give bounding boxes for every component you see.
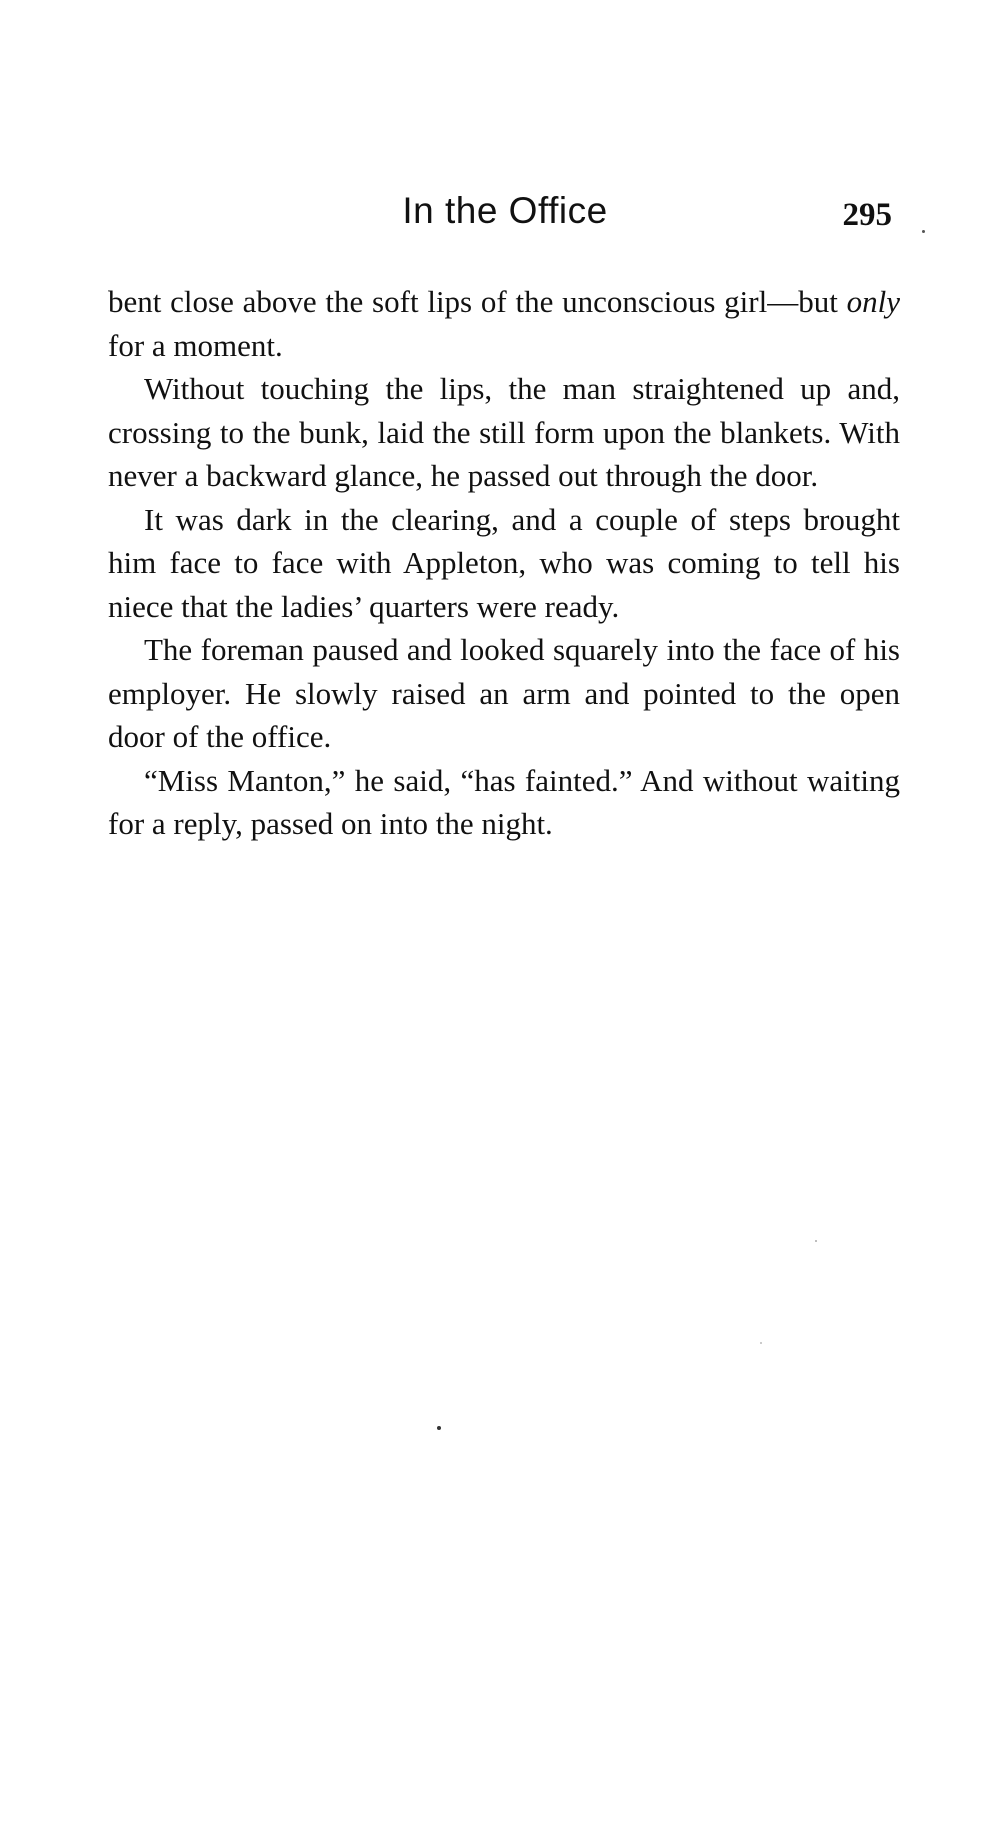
paragraph: It was dark in the clearing, and a couple of steps brought him face to face with Appleton, who was coming to tell his niece that the ladies’ quarters were ready. [108,501,900,624]
paragraph: The foreman paused and looked squarely into the face of his employer. He slowly raised an arm and pointed to the open door of the office. [108,632,900,754]
chapter-title: In the Office [402,190,608,231]
page-number: 295 [842,197,892,233]
scan-speck [437,1426,441,1430]
body-text [108,280,900,846]
scan-speck [815,1240,817,1242]
emphasized-word: only [846,284,900,319]
running-header [110,186,900,236]
paragraph-text: bent close above the soft lips of the unconscious girl—but [108,284,847,319]
paragraph: “Miss Manton,” he said, “has fainted.” And without waiting for a reply, passed on into the night. [108,762,900,841]
paragraph: Without touching the lips, the man straightened up and, crossing to the bunk, laid the still form upon the blankets. With never a backward glance, he passed out through the door. [108,371,900,493]
paragraph-text: for a moment. [108,327,283,363]
scan-speck [760,1342,762,1344]
paragraph [108,280,900,367]
scan-speck [922,230,925,233]
